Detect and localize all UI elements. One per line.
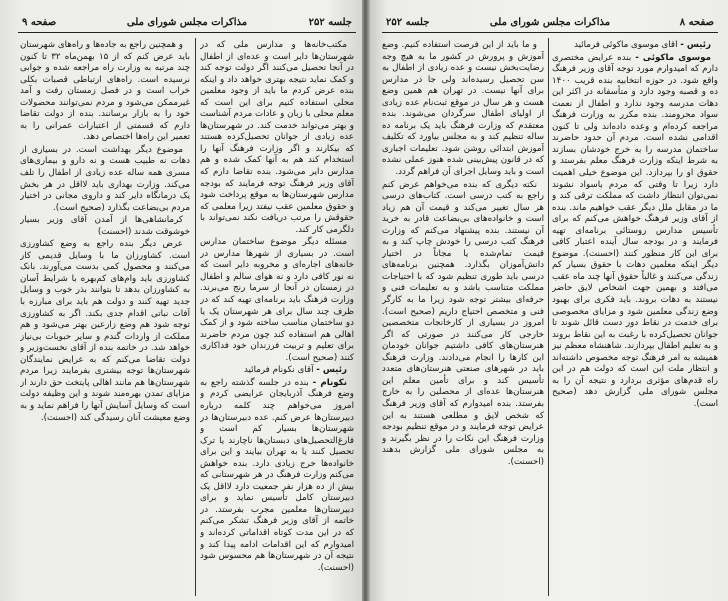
page-header	[382, 14, 718, 33]
running-title: مذاکرات مجلس شورای ملی	[126, 17, 248, 28]
paragraph-text: و همچنین راجع به جاده‌ها و راه‌های شهرستان باید عرض کنم که از ۱۵ بهمن‌ماه ۳۲ تا کنون چند مرتبه به وزارت راه مراجعه شده و جوابی نرسیده است. راه‌های ارتباطی قصبات بکلی خراب است و در فصل زمستان رفت و آمد غیرممکن می‌شود و مردم نمی‌توانند محصولات خود را به بازار برسانند. بنده از دولت تقاضا دارم که قسمتی از اعتبارات عمرانی را به تعمیر این راه‌ها اختصاص دهد.	[20, 40, 190, 143]
session-number: جلسه ۲۵۲	[386, 17, 430, 28]
column-rule	[195, 38, 196, 596]
text-column	[200, 40, 354, 596]
page-number: صفحه ۹	[22, 17, 57, 28]
paragraph-text: بنده در جلسه گذشته راجع به وضع فرهنگ آذربایجان عرایضی کردم و امروز می‌خواهم چند کلمه درباره دبیرستان‌ها عرض کنم. عده دبیرستان‌ها در شهرستان‌ها بسیار کم است و فارغ‌التحصیل‌های دبستان‌ها ناچارند یا ترک تحصیل کنند یا به تهران بیایند و این برای خانواده‌ها خرج زیادی دارد. بنده خواهش می‌کنم وزارت فرهنگ در هر شهرستانی که بیش از ده هزار نفر جمعیت دارد لااقل یک دبیرستان کامل تأسیس نماید و برای دبیرستان‌ها معلمین مجرب بفرستد. در خاتمه از آقای وزیر فرهنگ تشکر می‌کنم که در این مدت کوتاه اقداماتی کرده‌اند و امیدوارم که این اقدامات ادامه پیدا کند و نتیجه آن در شهرستان‌ها هم محسوس شود (احسنت).	[200, 377, 354, 573]
speaker-name: رئیس -	[316, 365, 347, 376]
paragraph	[20, 215, 190, 238]
paragraph	[20, 145, 190, 214]
paragraph-text: مکتب‌خانه‌ها و مدارس ملی که در شهرستان‌ها دایر است و عده‌ای از اطفال در آنجا تحصیل می‌کنند اگر دولت توجه کند و کمک نماید نتیجه بهتری خواهد داد و اینکه بنده عرض کردم ما باید از وجود معلمین محلی استفاده کنیم برای این است که معلم محلی با زبان و عادات مردم آشناست و بهتر می‌تواند خدمت کند. در شهرستان‌ها عده زیادی از جوانان تحصیل‌کرده هستند که بیکارند و اگر وزارت فرهنگ آنها را استخدام کند هم به آنها کمک شده و هم مدارس دایر می‌شود. بنده تقاضا دارم که آقای وزیر فرهنگ توجه فرمایند که بودجه مدارس شهرستان‌ها به موقع پرداخت شود و حقوق معلمین عقب نیفتد زیرا معلمی که حقوقش را مرتب دریافت نکند نمی‌تواند با دلگرمی کار کند.	[200, 40, 354, 235]
paragraph	[200, 378, 354, 574]
text-column	[20, 40, 190, 596]
page-gutter	[362, 0, 370, 601]
paragraph-text: نکته دیگری که بنده می‌خواهم عرض کنم راجع به کتب درسی است. کتاب‌های درسی هر سال تغییر می‌کند و قیمت آن هم زیاد است و خانواده‌های بی‌بضاعت قادر به خرید آن نیستند. بنده پیشنهاد می‌کنم که وزارت فرهنگ کتب درسی را خودش چاپ کند و به قیمت تمام‌شده یا مجاناً در اختیار دانش‌آموزان بگذارد. همچنین برنامه‌های درسی باید طوری تنظیم شود که با احتیاجات مملکت متناسب باشد و به تعلیمات فنی و حرفه‌ای بیشتر توجه شود زیرا ما به کارگر فنی و متخصص احتیاج داریم (صحیح است). امروز در بسیاری از کارخانجات متخصصین خارجی کار می‌کنند در صورتی که اگر هنرستان‌های کافی داشتیم جوانان خودمان این کارها را انجام می‌دادند. وزارت فرهنگ باید در شهرهای صنعتی هنرستان‌های متعدد تأسیس کند و برای تأمین معلم این هنرستان‌ها عده‌ای از محصلین را به خارج بفرستد. بنده امیدوارم که آقای وزیر فرهنگ که شخص لایق و مطلعی هستند به این عرایض توجه فرمایند و در موقع تنظیم بودجه وزارت فرهنگ این نکات را در نظر بگیرند و به مجلس شورای ملی گزارش بدهند (احسنت).	[382, 179, 544, 467]
session-number: جلسه ۲۵۲	[308, 17, 352, 28]
speaker-name: رئیس -	[680, 40, 711, 50]
page-number: صفحه ۸	[679, 17, 714, 28]
paragraph-text: موضوع دیگر بهداشت است. در بسیاری از دهات نه طبیب هست و نه دارو و بیماری‌های مسری همه ساله عده زیادی از اطفال را تلف می‌کند. وزارت بهداری باید لااقل در هر بخش یک درمانگاه دایر کند و داروی مجانی در اختیار مردم بی‌بضاعت بگذارد (صحیح است).	[20, 144, 190, 213]
text-column	[382, 40, 544, 596]
paragraph-text: آقای نکونام فرمائید	[243, 365, 314, 376]
paragraph-text: کرمانشاهی‌ها از آمدن آقای وزیر بسیار خوشوقت شدند (احسنت)	[20, 215, 190, 237]
paragraph	[200, 40, 354, 236]
speaker-name: نکونام -	[312, 377, 347, 388]
paragraph	[382, 180, 544, 469]
page-header	[18, 14, 356, 33]
page-right	[370, 0, 728, 601]
paragraph-text: عرض دیگر بنده راجع به وضع کشاورزی است. کشاورزان ما با وسایل قدیمی کار می‌کنند و محصول کمی بدست می‌آورند. بانک کشاورزی باید وام‌های کم‌بهره با شرایط آسان به کشاورزان بدهد تا بتوانند بذر خوب و وسایل جدید تهیه کنند و دولت هم باید برای مبارزه با آفات نباتی اقدام جدی بکند. اگر به کشاورزی توجه شود هم وضع زارعین بهتر می‌شود و هم مملکت از واردات گندم و سایر حبوبات بی‌نیاز خواهد شد. در خاتمه بنده از آقای نخست‌وزیر و دولت تقاضا می‌کنم که به عرایض نمایندگان شهرستان‌ها توجه بیشتری بفرمایند زیرا مردم شهرستان‌ها هم مانند اهالی پایتخت حق دارند از مزایای تمدن بهره‌مند شوند و این وظیفه دولت است که وسایل آسایش آنها را فراهم نماید و به وضع معیشت آنان رسیدگی کند (احسنت).	[20, 239, 190, 423]
paragraph	[552, 40, 718, 52]
text-column	[552, 40, 718, 596]
paragraph-text: بنده عرایض مختصری دارم که امیدوارم مورد توجه آقای وزیر فرهنگ واقع شود. در حوزه انتخابیه بنده قریب ۱۴۰۰ ده و قصبه وجود دارد و متأسفانه در اکثر این دهات مدرسه وجود ندارد و اطفال از نعمت سواد محرومند. بنده مکرر به وزارت فرهنگ مراجعه کرده‌ام و وعده داده‌اند ولی تا کنون اقدامی نشده است. مردم آن حدود حاضرند ساختمان مدرسه را به خرج خودشان بسازند به شرط اینکه وزارت فرهنگ معلم بفرستد و حقوق او را بپردازد. این موضوع خیلی اهمیت دارد زیرا تا وقتی که مردم باسواد نشوند نمی‌توان انتظار داشت که مملکت ترقی کند و ما در مقابل ملل دیگر عقب خواهیم ماند. بنده از آقای وزیر فرهنگ خواهش می‌کنم که برای تأسیس مدارس روستائی برنامه‌ای تهیه فرمایند و در بودجه سال آینده اعتبار کافی برای این کار منظور کنند (احسنت). موضوع دیگر اینکه معلمین دهات با حقوق بسیار کم زندگی می‌کنند و غالباً حقوق آنها چند ماه عقب می‌افتد و بهمین جهت اشخاص لایق حاضر نیستند به دهات بروند. باید فکری برای بهبود وضع زندگی معلمین شود و مزایای مخصوصی برای خدمت در نقاط دور دست قائل شوند تا جوانان تحصیل‌کرده با رغبت به این نقاط بروند و به تعلیم اطفال بپردازند. شاهنشاه معظم نیز همیشه به امر فرهنگ توجه مخصوص داشته‌اند و انتظار ملت این است که دولت هم در این راه قدم‌های مؤثری بردارد و نتیجه آن را به مجلس شورای ملی گزارش دهد (صحیح است).	[552, 52, 718, 409]
paragraph	[200, 365, 354, 377]
paragraph-text: مسئله دیگر موضوع ساختمان مدارس است. در بسیاری از شهرها مدارس در خانه‌های اجاره‌ای و مخروبه دایر است که نه نور کافی دارد و نه هوای سالم و اطفال در زمستان در آنجا از سرما رنج می‌برند. وزارت فرهنگ باید برنامه‌ای تهیه کند که در ظرف چند سال برای هر شهرستان یک یا دو ساختمان مناسب ساخته شود و از کمک اهالی هم استفاده کند چون مردم حاضرند برای تعلیم و تربیت فرزندان خود فداکاری کنند (صحیح است).	[200, 237, 354, 363]
page-left	[0, 0, 362, 601]
paragraph	[20, 239, 190, 424]
paragraph-text: و ما باید از این فرصت استفاده کنیم. وضع آموزش و پرورش در کشور ما به هیچ وجه رضایت‌بخش نیست و عده زیادی از اطفال به سن تحصیل رسیده‌اند ولی جا در مدارس برای آنها نیست. در تهران هم همین وضع هست و هر سال در موقع ثبت‌نام عده زیادی از اولیای اطفال سرگردان می‌شوند. بنده معتقدم که وزارت فرهنگ باید یک برنامه ده ساله تنظیم کند و به مجلس بیاورد که تکلیف آموزش ابتدائی روشن شود. تعلیمات اجباری که در قانون پیش‌بینی شده هنوز عملی نشده است و باید وسایل اجرای آن فراهم گردد.	[382, 40, 544, 178]
column-rule	[548, 38, 549, 596]
paragraph	[552, 53, 718, 411]
paragraph	[382, 40, 544, 179]
paragraph-text: آقای موسوی ماکوئی فرمائید	[574, 40, 678, 50]
speaker-name: موسوی ماکوئی -	[635, 52, 711, 63]
paragraph	[20, 40, 190, 144]
paragraph	[200, 237, 354, 364]
running-title: مذاکرات مجلس شورای ملی	[489, 17, 611, 28]
